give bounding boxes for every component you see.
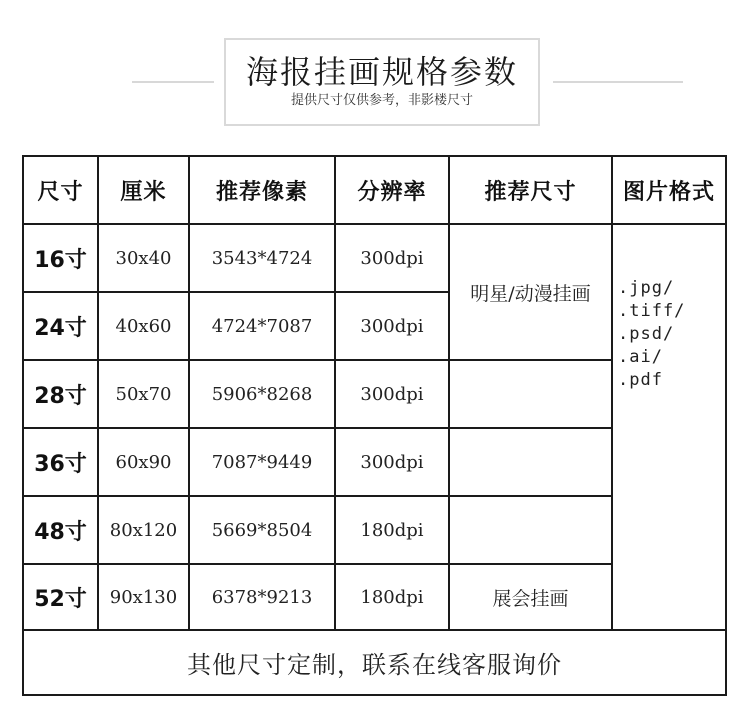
title-divider-left xyxy=(132,81,214,83)
size-cell: 24寸 xyxy=(34,315,87,341)
spec-table xyxy=(22,155,727,696)
dpi-cell: 300dpi xyxy=(360,247,424,269)
format-list xyxy=(618,277,685,392)
header-recommended: 推荐尺寸 xyxy=(484,179,577,205)
format-item: .jpg/ xyxy=(618,278,675,298)
header-format: 图片格式 xyxy=(622,179,715,205)
page-title: 海报挂画规格参数 xyxy=(245,53,518,91)
format-item: .pdf xyxy=(618,370,663,390)
grid-line xyxy=(611,157,613,631)
format-item: .tiff/ xyxy=(618,301,686,321)
header-cm: 厘米 xyxy=(120,179,167,205)
dpi-cell: 300dpi xyxy=(360,315,424,337)
pixels-cell: 3543*4724 xyxy=(211,247,313,269)
header-pixels: 推荐像素 xyxy=(215,179,308,205)
title-box xyxy=(224,38,540,126)
cm-cell: 80x120 xyxy=(109,519,178,541)
cm-cell: 50x70 xyxy=(115,383,172,405)
title-divider-right xyxy=(553,81,683,83)
dpi-cell: 180dpi xyxy=(360,586,424,608)
recommended-star-anime: 明星/动漫挂画 xyxy=(470,282,591,305)
page-subtitle: 提供尺寸仅供参考，非影楼尺寸 xyxy=(290,93,473,108)
size-cell: 36寸 xyxy=(34,451,87,477)
dpi-cell: 300dpi xyxy=(360,383,424,405)
cm-cell: 40x60 xyxy=(115,315,172,337)
pixels-cell: 5669*8504 xyxy=(211,519,313,541)
dpi-cell: 180dpi xyxy=(360,519,424,541)
pixels-cell: 5906*8268 xyxy=(211,383,313,405)
header-size: 尺寸 xyxy=(37,179,84,205)
pixels-cell: 7087*9449 xyxy=(211,451,313,473)
format-item: .psd/ xyxy=(618,324,675,344)
dpi-cell: 300dpi xyxy=(360,451,424,473)
cm-cell: 60x90 xyxy=(115,451,172,473)
size-cell: 16寸 xyxy=(34,247,87,273)
size-cell: 28寸 xyxy=(34,383,87,409)
size-cell: 52寸 xyxy=(34,586,87,612)
recommended-exhibition: 展会挂画 xyxy=(492,587,569,610)
cm-cell: 90x130 xyxy=(109,586,178,608)
pixels-cell: 4724*7087 xyxy=(211,315,313,337)
custom-size-note: 其他尺寸定制，联系在线客服询价 xyxy=(187,651,562,679)
format-item: .ai/ xyxy=(618,347,663,367)
size-cell: 48寸 xyxy=(34,519,87,545)
header-resolution: 分辨率 xyxy=(357,179,427,205)
cm-cell: 30x40 xyxy=(115,247,172,269)
pixels-cell: 6378*9213 xyxy=(211,586,313,608)
